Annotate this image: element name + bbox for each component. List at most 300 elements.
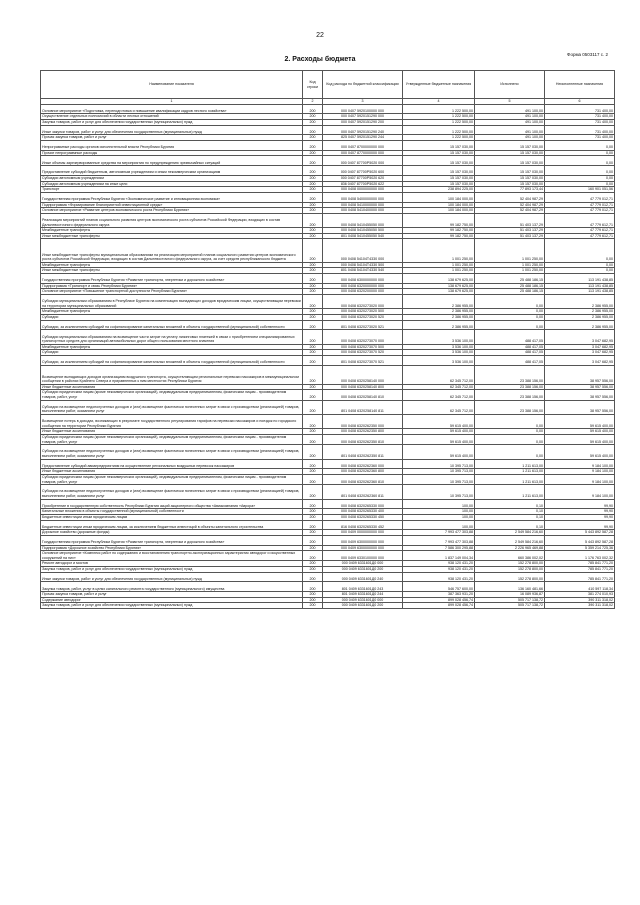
row-remaining: 0,00 — [545, 268, 615, 274]
row-code: 200 — [303, 535, 323, 545]
column-number: 5 — [475, 99, 545, 105]
row-code: 200 — [303, 295, 323, 309]
row-code: 200 — [303, 509, 323, 515]
row-code: 200 — [303, 320, 323, 330]
row-name: Закупка товаров, работ и услуг для обеспечения государственных (муниципальных) нужд — [41, 567, 303, 573]
row-budget-code: 000 0409 6331601Д0 200 — [323, 567, 403, 573]
row-executed: 152 278 800,00 — [475, 572, 545, 582]
row-name: Прочая закупка товаров, работ и услуг — [41, 592, 303, 598]
row-remaining: 59 615 400,00 — [545, 429, 615, 435]
header-approved: Утвержденные бюджетные назначения — [403, 71, 475, 99]
row-budget-code: 000 0408 0000000000 000 — [323, 187, 403, 193]
table-row — [41, 390, 615, 400]
row-code: 200 — [303, 135, 323, 141]
row-code: 200 — [303, 414, 323, 428]
row-remaining: 47 779 612,71 — [545, 228, 615, 234]
row-approved: 7 586 300 295,88 — [403, 545, 475, 551]
row-budget-code: 000 0408 6320258140 810 — [323, 390, 403, 400]
row-remaining: 0,00 — [545, 262, 615, 268]
table-row — [41, 445, 615, 459]
row-budget-code: 000 0408 5410000000 000 — [323, 202, 403, 208]
row-executed: 0,10 — [475, 509, 545, 515]
row-approved: 138 679 625,00 — [403, 283, 475, 289]
table-row — [41, 213, 615, 227]
row-name: Закупка товаров, работ и услуг для обеспечения государственных (муниципальных) нужд — [41, 119, 303, 125]
table-body — [41, 104, 615, 608]
table-row — [41, 520, 615, 530]
row-executed: 136 160 481,66 — [475, 582, 545, 592]
row-executed: 25 488 186,15 — [475, 274, 545, 284]
row-budget-code: 000 0407 87700P5020 620 — [323, 175, 403, 181]
row-executed: 2 549 584 216,60 — [475, 530, 545, 536]
row-budget-code: 000 0408 5410400000 000 — [323, 208, 403, 214]
row-budget-code: 000 0409 0000000000 000 — [323, 530, 403, 536]
row-remaining: 410 597 118,34 — [545, 582, 615, 592]
row-budget-code: 000 0407 8770000000 000 — [323, 150, 403, 156]
table-row — [41, 365, 615, 384]
row-executed: 0,00 — [475, 445, 545, 459]
expenses-table — [40, 70, 615, 609]
row-executed: 1 211 613,00 — [475, 459, 545, 469]
table-row — [41, 582, 615, 592]
row-code: 200 — [303, 125, 323, 135]
table-row — [41, 166, 615, 176]
row-executed: 15 157 030,00 — [475, 175, 545, 181]
row-executed: 0,00 — [475, 414, 545, 428]
row-executed: 15 157 030,00 — [475, 166, 545, 176]
row-budget-code: 801 0408 5410455050 540 — [323, 233, 403, 239]
row-code: 200 — [303, 356, 323, 366]
row-budget-code: 000 0408 6320200000 000 — [323, 289, 403, 295]
row-code: 200 — [303, 315, 323, 321]
row-approved: 3 536 100,00 — [403, 350, 475, 356]
row-code: 200 — [303, 499, 323, 509]
row-approved: 10 395 713,00 — [403, 459, 475, 469]
row-budget-code: 000 0408 6320273070 500 — [323, 344, 403, 350]
row-approved: 238 894 225,00 — [403, 187, 475, 193]
row-name: Основное мероприятие «Комплекс работ по содержанию и восстановлению транспортно-эксплуатационных характеристик автодорог и искусственных сооружений на них» — [41, 551, 303, 561]
row-remaining: 381 274 010,93 — [545, 592, 615, 598]
row-name: Подпрограмма «Формирование благоприятной инвестиционной среды» — [41, 202, 303, 208]
row-approved: 1 222 500,00 — [403, 119, 475, 125]
row-approved: 100,00 — [403, 509, 475, 515]
row-remaining: 59 615 400,00 — [545, 434, 615, 444]
row-code: 200 — [303, 202, 323, 208]
row-name: Приобретение в государственную собственность Республики Бурятия акций акционерного общества «Авиакомпания «Аврора» — [41, 499, 303, 509]
row-remaining: 38 957 556,00 — [545, 384, 615, 390]
row-code: 200 — [303, 429, 323, 435]
row-remaining: 113 191 438,85 — [545, 283, 615, 289]
row-code: 200 — [303, 140, 323, 150]
row-executed: 52 404 987,29 — [475, 208, 545, 214]
table-row — [41, 320, 615, 330]
row-code: 200 — [303, 156, 323, 166]
row-name: Осуществление отдельных полномочий в области лесных отношений — [41, 114, 303, 120]
row-executed: 488 417,05 — [475, 356, 545, 366]
row-remaining: 731 400,00 — [545, 119, 615, 125]
row-executed: 1 001 250,00 — [475, 262, 545, 268]
row-name: Основное мероприятие «Подготовка, переподготовка и повышение квалификации кадров лесного хозяйства» — [41, 104, 303, 114]
form-code: Форма 0503117 с. 2 — [567, 52, 608, 57]
row-name: Иные бюджетные ассигнования — [41, 429, 303, 435]
row-budget-code: 000 0408 6320273070 520 — [323, 350, 403, 356]
row-executed: 0,10 — [475, 520, 545, 530]
row-executed: 152 278 800,00 — [475, 561, 545, 567]
row-budget-code: 000 0408 6300000000 000 — [323, 274, 403, 284]
row-remaining: 731 400,00 — [545, 104, 615, 114]
row-code: 200 — [303, 233, 323, 239]
row-approved: 899 028 456,74 — [403, 603, 475, 609]
row-code: 200 — [303, 289, 323, 295]
row-remaining: 113 191 438,85 — [545, 274, 615, 284]
page-number: 22 — [316, 32, 324, 39]
row-budget-code: 000 0407 5920100000 000 — [323, 104, 403, 114]
row-executed: 52 404 987,29 — [475, 202, 545, 208]
row-remaining: 99,90 — [545, 499, 615, 509]
row-remaining: 731 400,00 — [545, 135, 615, 141]
row-name: Предоставление субсидий бюджетным, автономным учреждениям и иным некоммерческим организациям — [41, 166, 303, 176]
table-row — [41, 192, 615, 202]
row-name: Субсидии на возмещение недополученных доходов и (или) возмещение фактически понесенных затрат в связи с производством (реализацией) товаров, выполнением работ, оказанием услуг — [41, 400, 303, 414]
row-code: 200 — [303, 597, 323, 603]
row-remaining: 47 779 012,71 — [545, 202, 615, 208]
row-name: Иные межбюджетные трансферты — [41, 233, 303, 239]
row-remaining: 2 386 955,00 — [545, 320, 615, 330]
row-executed: 0,10 — [475, 499, 545, 509]
row-budget-code: 000 0408 54104Т4330 500 — [323, 262, 403, 268]
row-name: Субсидии на возмещение недополученных доходов и (или) возмещение фактически понесенных затрат в связи с производством (реализацией) товаров, выполнением работ, оказанием услуг — [41, 445, 303, 459]
row-approved: 99 182 750,00 — [403, 213, 475, 227]
row-approved: 10 395 713,00 — [403, 469, 475, 475]
row-name: Возмещение выпадающих доходов организациям воздушного транспорта, осуществляющим региональные перевозки пассажиров в межмуниципальном сообщении в районах Крайнего Севера и приравненных к ним местностях Республики Бурятия — [41, 365, 303, 384]
row-budget-code: 000 0408 6320273020 000 — [323, 295, 403, 309]
row-code: 200 — [303, 119, 323, 125]
table-row — [41, 572, 615, 582]
row-remaining: 160 901 051,56 — [545, 187, 615, 193]
row-code: 200 — [303, 400, 323, 414]
row-executed: 0,10 — [475, 514, 545, 520]
row-approved: 15 157 030,00 — [403, 181, 475, 187]
table-row — [41, 140, 615, 150]
row-approved: 938 120 431,20 — [403, 561, 475, 567]
row-name: Транспорт — [41, 187, 303, 193]
column-number: 2 — [303, 99, 323, 105]
table-row — [41, 474, 615, 484]
row-approved: 99 182 750,00 — [403, 228, 475, 234]
row-approved: 3 536 100,00 — [403, 330, 475, 344]
row-remaining: 785 841 771,20 — [545, 572, 615, 582]
row-name: Субсидии муниципальным образованиям на возмещение части затрат на уплату лизинговых платежей в связи с приобретением специализированных транспортных средств для организаций автомобильных дорог общего пользования местного значения — [41, 330, 303, 344]
row-name: Предоставление субсидий авиапредприятиям на осуществление региональных воздушных перевозок пассажиров — [41, 459, 303, 469]
row-executed: 51 403 137,29 — [475, 228, 545, 234]
row-approved: 2 386 955,00 — [403, 295, 475, 309]
row-executed: 23 388 156,00 — [475, 384, 545, 390]
row-name: Субсидии муниципальным образованиям в Республике Бурятия на компенсацию выпадающих доходов юридическим лицам, осуществляющим перевозки на территории муниципальных образований — [41, 295, 303, 309]
row-remaining: 785 841 771,20 — [545, 561, 615, 567]
row-code: 200 — [303, 485, 323, 499]
row-name: Иные межбюджетные трансферты муниципальным образованиям на реализацию мероприятий планов социального развития центров экономического роста субъектов Российской Федерации, входящих в состав Дальневосточного федерального округа, за счет средств республиканского бюджета — [41, 239, 303, 263]
row-name: Иные закупки товаров, работ и услуг для обеспечения государственных (муниципальных) нужд — [41, 572, 303, 582]
row-remaining: 2 386 955,00 — [545, 315, 615, 321]
row-remaining: 2 386 955,00 — [545, 295, 615, 309]
row-code: 200 — [303, 520, 323, 530]
row-executed: 23 388 156,00 — [475, 365, 545, 384]
column-number: 3 — [323, 99, 403, 105]
row-name: Субсидии юридическим лицам (кроме некоммерческих организаций), индивидуальным предпринимателям, физическим лицам - производителям товаров, работ, услуг — [41, 390, 303, 400]
row-approved: 3 536 100,00 — [403, 344, 475, 350]
table-row — [41, 239, 615, 263]
row-approved: 2 386 955,00 — [403, 309, 475, 315]
row-code: 200 — [303, 582, 323, 592]
row-code: 200 — [303, 350, 323, 356]
row-remaining: 0,00 — [545, 175, 615, 181]
row-remaining: 3 047 682,95 — [545, 350, 615, 356]
row-remaining: 0,00 — [545, 156, 615, 166]
row-approved: 62 345 712,00 — [403, 365, 475, 384]
row-code: 200 — [303, 592, 323, 598]
row-budget-code: 000 0407 5920151290 200 — [323, 119, 403, 125]
row-name: Подпрограмма «Транспорт и связь Республики Бурятия» — [41, 283, 303, 289]
row-name: Государственная программа Республики Бурятия «Экономическое развитие и инновационная экономика» — [41, 192, 303, 202]
row-name: Субсидии — [41, 315, 303, 321]
table-row — [41, 485, 615, 499]
row-approved: 15 157 030,00 — [403, 156, 475, 166]
table-header — [41, 71, 615, 105]
row-name: Основное мероприятие «Развитие центров экономического роста Республики Бурятия» — [41, 208, 303, 214]
row-code: 200 — [303, 150, 323, 156]
table-row — [41, 414, 615, 428]
table-row — [41, 459, 615, 469]
row-name: Бюджетные инвестиции иным юридическим лицам — [41, 514, 303, 520]
row-executed: 0,00 — [475, 429, 545, 435]
row-code: 200 — [303, 309, 323, 315]
row-code: 200 — [303, 274, 323, 284]
row-executed: 0,00 — [475, 295, 545, 309]
row-budget-code: 825 0407 5920151290 244 — [323, 135, 403, 141]
row-executed: 52 404 987,29 — [475, 192, 545, 202]
row-remaining: 38 957 556,00 — [545, 390, 615, 400]
row-remaining: 0,00 — [545, 239, 615, 263]
row-code: 200 — [303, 114, 323, 120]
row-code: 200 — [303, 181, 323, 187]
row-approved: 138 679 625,00 — [403, 289, 475, 295]
row-code: 200 — [303, 187, 323, 193]
row-remaining: 0,00 — [545, 150, 615, 156]
table-row — [41, 535, 615, 545]
row-approved: 100,00 — [403, 514, 475, 520]
row-budget-code: 801 0408 6320273070 521 — [323, 356, 403, 366]
row-code: 200 — [303, 474, 323, 484]
row-remaining: 99,90 — [545, 509, 615, 515]
row-remaining: 99,90 — [545, 514, 615, 520]
row-code: 200 — [303, 344, 323, 350]
row-approved: 59 615 400,00 — [403, 429, 475, 435]
row-approved: 1 222 500,00 — [403, 114, 475, 120]
row-remaining: 9 184 100,00 — [545, 469, 615, 475]
row-code: 200 — [303, 469, 323, 475]
row-code: 200 — [303, 104, 323, 114]
row-code: 200 — [303, 262, 323, 268]
row-name: Межбюджетные трансферты — [41, 228, 303, 234]
header-row-code: Код строки — [303, 71, 323, 99]
row-name: Реализация мероприятий планов социального развития центров экономического роста субъектов Российской Федерации, входящих в состав Дальневосточного федерального округа — [41, 213, 303, 227]
row-approved: 1 001 250,00 — [403, 239, 475, 263]
row-approved: 938 120 431,20 — [403, 567, 475, 573]
row-code: 200 — [303, 603, 323, 609]
row-budget-code: 000 0408 5400000000 000 — [323, 192, 403, 202]
row-code: 200 — [303, 551, 323, 561]
column-number: 1 — [41, 99, 303, 105]
table-row — [41, 295, 615, 309]
row-executed: 491 100,00 — [475, 114, 545, 120]
row-approved: 100,00 — [403, 520, 475, 530]
row-approved: 138 679 625,00 — [403, 274, 475, 284]
row-approved: 59 615 400,00 — [403, 434, 475, 444]
row-approved: 62 345 712,00 — [403, 390, 475, 400]
row-budget-code: 000 0409 6300000000 000 — [323, 535, 403, 545]
row-name: Подпрограмма «Дорожное хозяйство Республики Бурятия» — [41, 545, 303, 551]
row-name: Закупка товаров, работ и услуг для обеспечения государственных (муниципальных) нужд — [41, 603, 303, 609]
row-executed: 1 001 250,00 — [475, 268, 545, 274]
row-executed: 25 488 186,15 — [475, 283, 545, 289]
row-executed: 1 001 250,00 — [475, 239, 545, 263]
row-budget-code: 000 0408 6320258140 000 — [323, 365, 403, 384]
row-remaining: 59 615 400,00 — [545, 445, 615, 459]
row-approved: 2 386 955,00 — [403, 315, 475, 321]
row-executed: 51 403 137,29 — [475, 233, 545, 239]
row-code: 200 — [303, 567, 323, 573]
row-remaining: 47 779 012,71 — [545, 192, 615, 202]
header-name: Наименование показателя — [41, 71, 303, 99]
row-name: Основное мероприятие «Повышение транспортной доступности Республики Бурятия» — [41, 289, 303, 295]
row-code: 200 — [303, 283, 323, 289]
row-name: Субсидии юридическим лицам (кроме некоммерческих организаций), индивидуальным предпринимателям, физическим лицам - производителям товаров, работ, услуг — [41, 434, 303, 444]
row-approved: 100 184 000,00 — [403, 202, 475, 208]
row-budget-code: 000 0407 5920151290 000 — [323, 114, 403, 120]
row-approved: 59 615 400,00 — [403, 414, 475, 428]
row-budget-code: 000 0409 6331601Д0 240 — [323, 572, 403, 582]
row-name: Государственная программа Республики Бурятия «Развитие транспорта, энергетики и дорожного хозяйства» — [41, 535, 303, 545]
table-row — [41, 356, 615, 366]
row-approved: 15 157 030,00 — [403, 175, 475, 181]
row-budget-code: 000 0408 6320262350 810 — [323, 434, 403, 444]
row-code: 200 — [303, 208, 323, 214]
row-budget-code: 000 0408 6320273020 520 — [323, 315, 403, 321]
row-approved: 15 157 030,00 — [403, 150, 475, 156]
row-remaining: 38 957 556,00 — [545, 365, 615, 384]
table-row — [41, 499, 615, 509]
row-approved: 1 837 149 004,34 — [403, 551, 475, 561]
row-code: 200 — [303, 459, 323, 469]
row-code: 200 — [303, 545, 323, 551]
row-remaining: 3 047 682,95 — [545, 356, 615, 366]
row-executed: 1 211 613,00 — [475, 485, 545, 499]
row-name: Непрограммные расходы органов исполнительной власти Республики Бурятия — [41, 140, 303, 150]
row-approved: 7 993 477 303,88 — [403, 535, 475, 545]
row-remaining: 5 443 892 587,28 — [545, 530, 615, 536]
row-remaining: 9 184 100,00 — [545, 474, 615, 484]
row-remaining: 731 400,00 — [545, 114, 615, 120]
section-title: 2. Расходы бюджета — [284, 56, 356, 63]
row-remaining: 47 779 612,71 — [545, 233, 615, 239]
row-approved: 1 001 250,00 — [403, 268, 475, 274]
row-budget-code: 000 0408 6320273020 500 — [323, 309, 403, 315]
row-approved: 546 757 600,00 — [403, 582, 475, 592]
row-budget-code: 000 0408 6320000000 000 — [323, 283, 403, 289]
row-executed: 51 403 137,29 — [475, 213, 545, 227]
row-remaining: 0,00 — [545, 166, 615, 176]
row-budget-code: 801 0408 6320262360 811 — [323, 485, 403, 499]
row-code: 200 — [303, 166, 323, 176]
row-code: 200 — [303, 514, 323, 520]
row-code: 200 — [303, 390, 323, 400]
row-remaining: 3 047 682,95 — [545, 330, 615, 344]
row-name: Капитальные вложения в объекты государственной (муниципальной) собственности — [41, 509, 303, 515]
row-remaining: 0,00 — [545, 181, 615, 187]
row-remaining: 47 779 612,71 — [545, 213, 615, 227]
row-budget-code: 000 0408 5410455050 500 — [323, 228, 403, 234]
row-remaining: 731 400,00 — [545, 125, 615, 135]
row-budget-code: 000 0409 6331601Д0 200 — [323, 603, 403, 609]
row-name: Прочие непрограммные расходы — [41, 150, 303, 156]
row-executed: 488 417,05 — [475, 350, 545, 356]
row-budget-code: 000 0408 6320258140 800 — [323, 384, 403, 390]
row-executed: 23 388 156,00 — [475, 400, 545, 414]
row-remaining: 59 615 400,00 — [545, 414, 615, 428]
row-code: 200 — [303, 175, 323, 181]
row-approved: 100 184 000,00 — [403, 192, 475, 202]
row-executed: 2 226 965 469,88 — [475, 545, 545, 551]
row-code: 200 — [303, 330, 323, 344]
row-code: 200 — [303, 445, 323, 459]
row-code: 200 — [303, 268, 323, 274]
row-name: Межбюджетные трансферты — [41, 262, 303, 268]
row-budget-code: 000 0408 6320262350 800 — [323, 429, 403, 435]
row-budget-code: 000 0408 6320262360 000 — [323, 459, 403, 469]
row-name: Бюджетные инвестиции иным юридическим лицам, за исключением бюджетных инвестиций в объекты капитального строительства — [41, 520, 303, 530]
row-budget-code: 000 0408 6320262360 810 — [323, 474, 403, 484]
row-approved: 100 184 000,00 — [403, 208, 475, 214]
row-remaining: 0,00 — [545, 140, 615, 150]
row-executed: 15 157 030,00 — [475, 150, 545, 156]
row-name: Субсидии автономным учреждениям на иные цели — [41, 181, 303, 187]
table-row — [41, 330, 615, 344]
table-row — [41, 603, 615, 609]
row-budget-code: 801 0408 6320273020 521 — [323, 320, 403, 330]
row-budget-code: 000 0408 6320265330 450 — [323, 514, 403, 520]
table-row — [41, 104, 615, 114]
row-budget-code: 000 0408 6320273070 000 — [323, 330, 403, 344]
row-executed: 77 893 173,44 — [475, 187, 545, 193]
row-remaining: 9 184 100,00 — [545, 459, 615, 469]
table-row — [41, 274, 615, 284]
row-executed: 23 388 156,00 — [475, 390, 545, 400]
row-budget-code: 000 0409 6330100000 000 — [323, 551, 403, 561]
row-executed: 0,00 — [475, 434, 545, 444]
row-remaining: 113 191 438,85 — [545, 289, 615, 295]
row-name: Дорожное хозяйство (дорожные фонды) — [41, 530, 303, 536]
row-approved: 99 182 750,00 — [403, 233, 475, 239]
row-remaining: 390 311 318,02 — [545, 597, 615, 603]
table-row — [41, 551, 615, 561]
row-name: Субсидии юридическим лицам (кроме некоммерческих организаций), индивидуальным предпринимателям, физическим лицам - производителям товаров, работ, услуг — [41, 474, 303, 484]
row-name: Субсидии автономным учреждениям — [41, 175, 303, 181]
row-approved: 59 615 400,00 — [403, 445, 475, 459]
row-approved: 1 222 500,00 — [403, 125, 475, 135]
row-remaining: 1 176 763 002,32 — [545, 551, 615, 561]
row-remaining: 9 184 100,00 — [545, 485, 615, 499]
row-code: 200 — [303, 365, 323, 384]
